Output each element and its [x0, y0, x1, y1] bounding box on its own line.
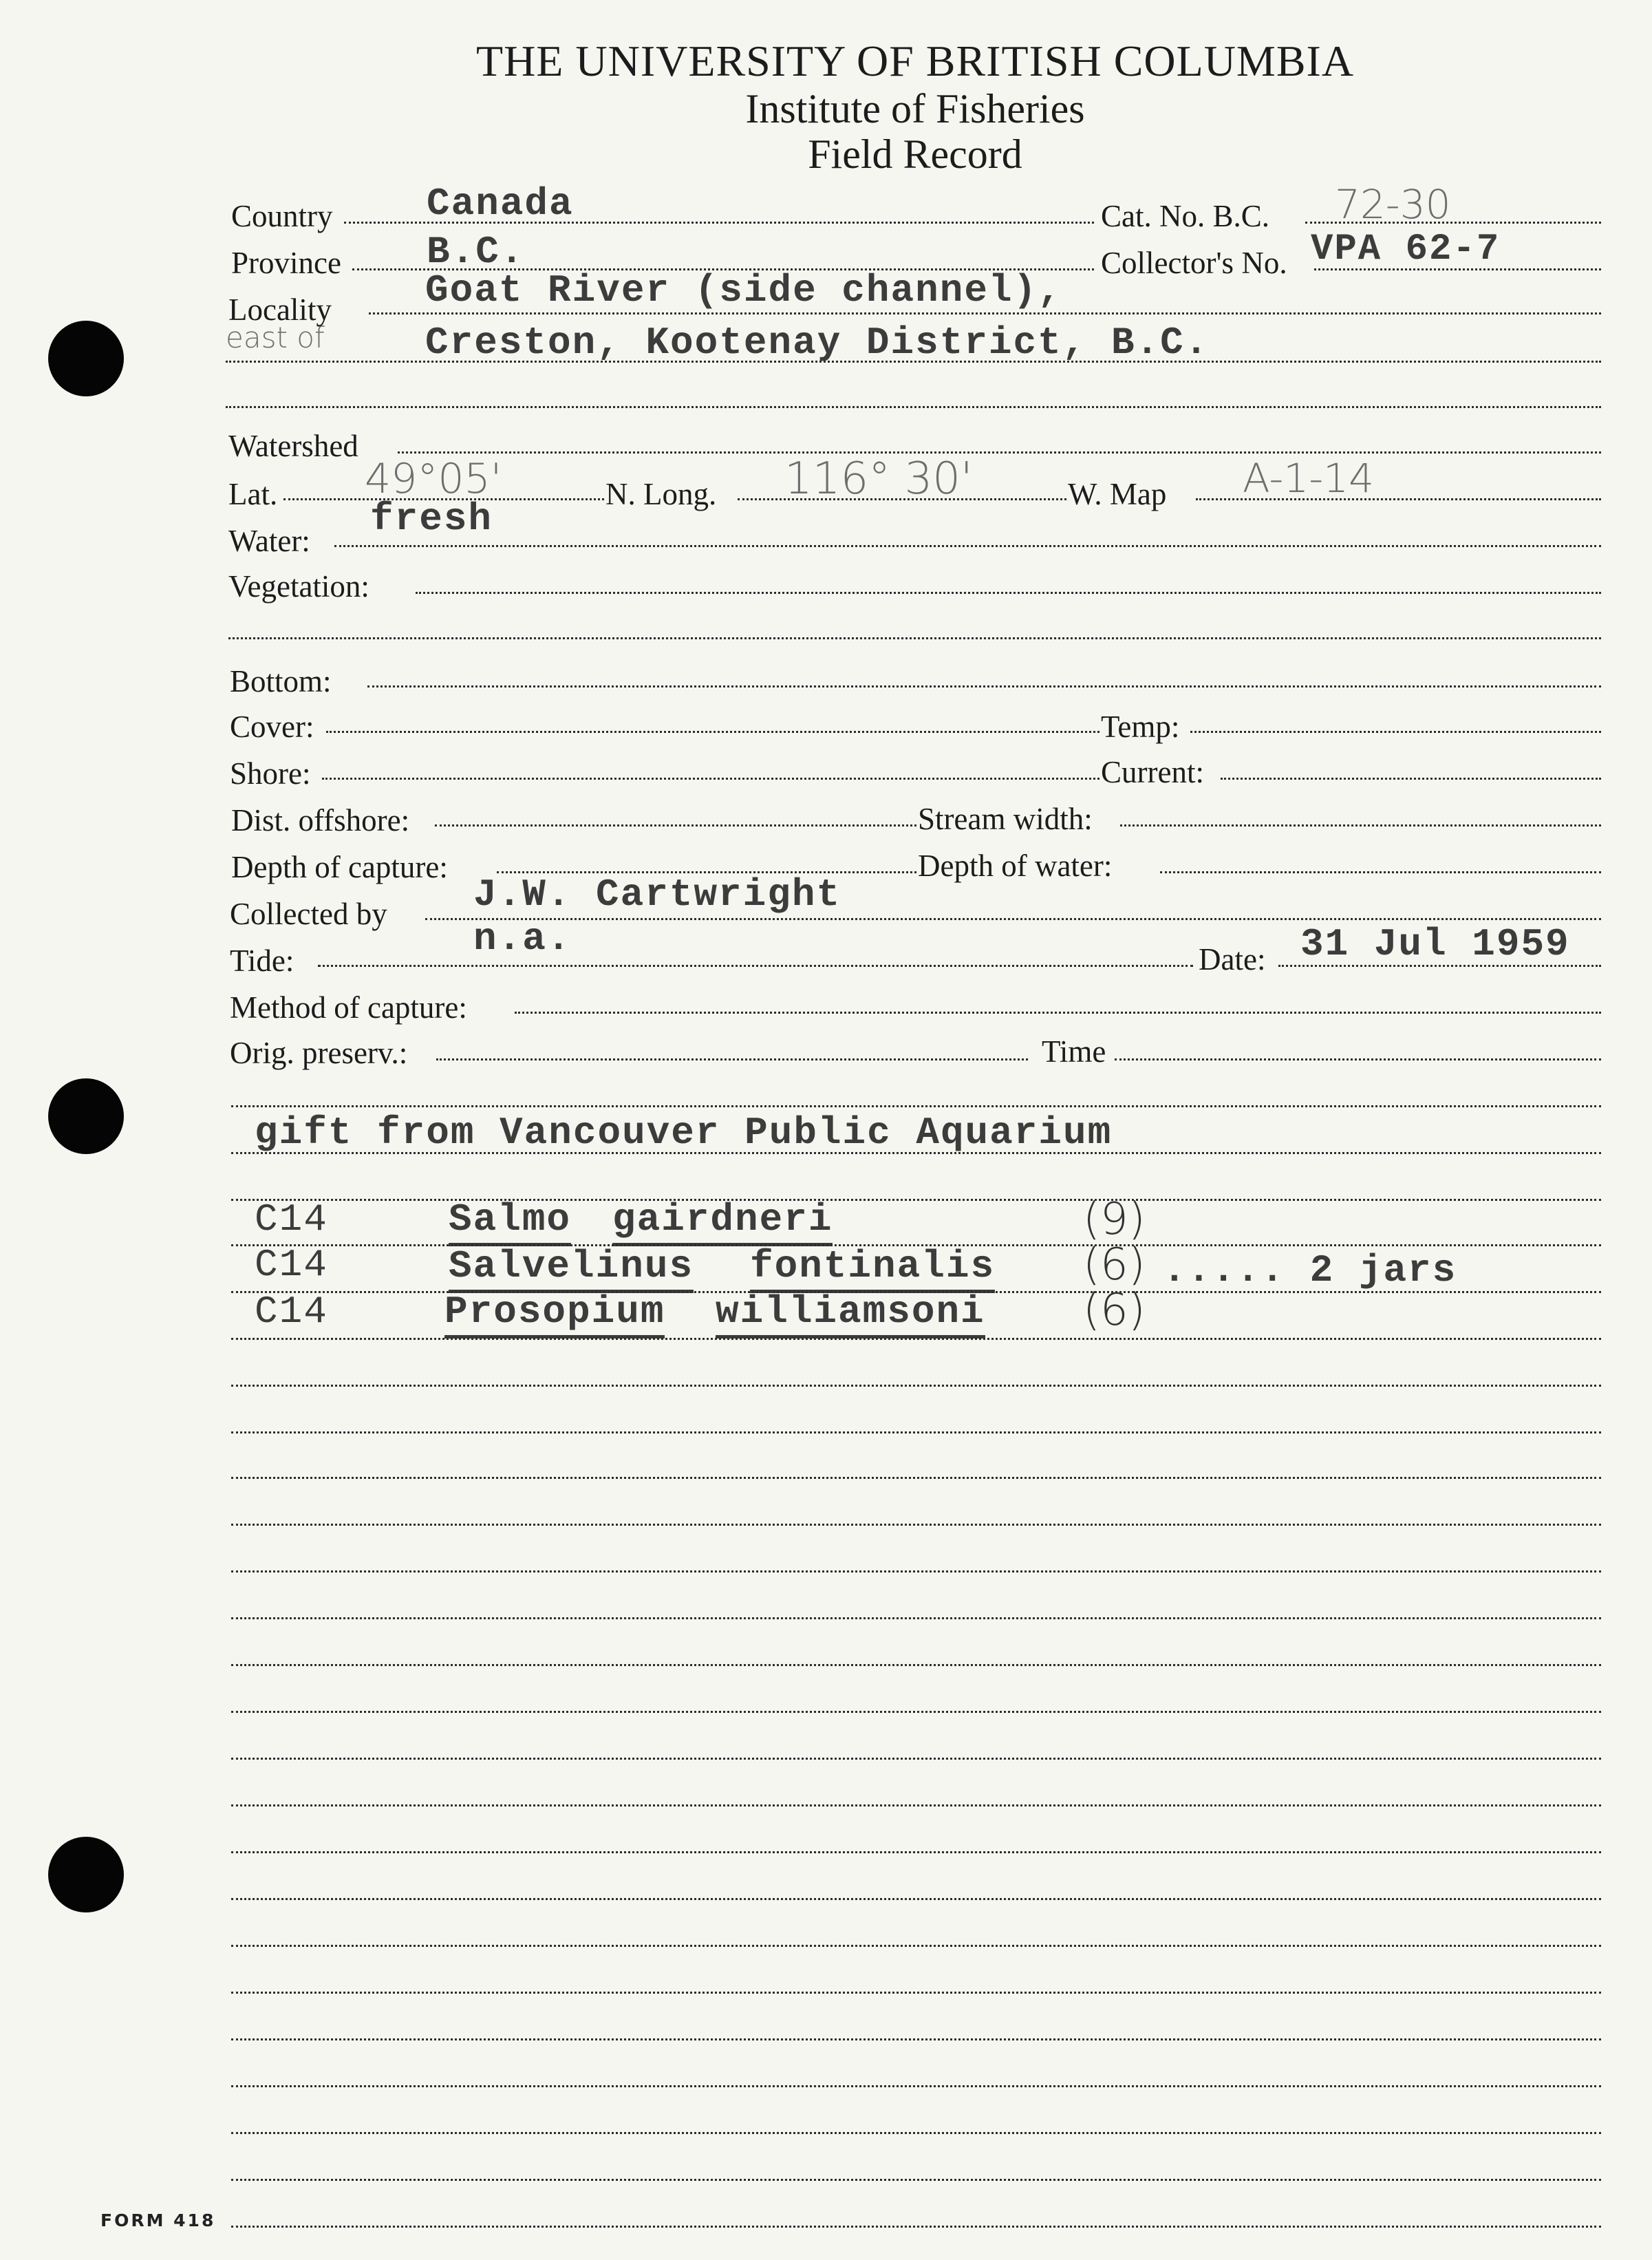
notes-line: [231, 1617, 1601, 1619]
cover-label: Cover:: [230, 710, 314, 744]
punch-hole: [48, 321, 124, 396]
specimen-genus: Prosopium: [444, 1292, 665, 1331]
blank-line: [228, 637, 1601, 639]
notes-line: [231, 2132, 1601, 2134]
country-value: Canada: [427, 182, 574, 226]
locality-line-1: [369, 312, 1601, 315]
notes-line: [231, 2038, 1601, 2040]
specimen-species: williamsoni: [716, 1292, 985, 1331]
notes-line: [231, 1152, 1601, 1154]
stream-width-line: [1120, 824, 1601, 827]
notes-line: [231, 1105, 1601, 1107]
vegetation-label: Vegetation:: [228, 569, 369, 604]
locality-value-line2: Creston, Kootenay District, B.C.: [425, 321, 1210, 365]
notes-line: [231, 1992, 1601, 1994]
notes-line: [231, 1524, 1601, 1526]
notes-line: [231, 2226, 1601, 2228]
water-line: [334, 545, 1601, 547]
punch-hole: [48, 1078, 124, 1154]
form-title: Field Record: [808, 131, 1022, 177]
method-of-capture-line: [515, 1012, 1601, 1014]
specimen-count: (6): [1083, 1285, 1146, 1336]
locality-prefix: east of: [226, 321, 325, 354]
long-label: N. Long.: [605, 477, 717, 511]
notes-line: [231, 1385, 1601, 1387]
vegetation-line: [416, 592, 1601, 594]
institution-title: THE UNIVERSITY OF BRITISH COLUMBIA: [475, 36, 1355, 85]
dist-offshore-label: Dist. offshore:: [231, 803, 410, 838]
collected-by-label: Collected by: [230, 897, 387, 931]
depth-of-capture-label: Depth of capture:: [231, 850, 448, 884]
watershed-line: [398, 451, 1601, 454]
time-line: [1115, 1058, 1601, 1060]
date-label: Date:: [1199, 942, 1266, 977]
locality-label: Locality: [228, 292, 332, 327]
specimen-species: gairdneri: [612, 1200, 833, 1239]
date-value: 31 Jul 1959: [1300, 922, 1570, 966]
map-value: A-1-14: [1243, 455, 1374, 502]
long-value: 116° 30': [784, 454, 973, 504]
notes-line: [231, 1664, 1601, 1666]
water-label: Water:: [228, 524, 310, 558]
specimen-species: fontinalis: [750, 1247, 995, 1286]
orig-preserv-label: Orig. preserv.:: [230, 1036, 408, 1070]
country-label: Country: [231, 199, 333, 233]
form-number: FORM 418: [100, 2210, 216, 2230]
notes-line: [231, 2179, 1601, 2181]
dist-offshore-line: [435, 824, 916, 827]
notes-line: [231, 1338, 1601, 1340]
notes-line: [231, 2085, 1601, 2087]
specimen-code: C14: [255, 1243, 328, 1287]
current-line: [1221, 778, 1601, 780]
map-label: W. Map: [1068, 477, 1167, 511]
watershed-label: Watershed: [228, 429, 358, 463]
specimen-genus: Salmo: [449, 1200, 571, 1239]
cat-no-label: Cat. No. B.C.: [1101, 199, 1270, 233]
cover-line: [326, 731, 1099, 733]
specimen-count: (6): [1083, 1239, 1146, 1290]
collectors-no-label: Collector's No.: [1101, 246, 1287, 280]
specimen-code: C14: [255, 1290, 328, 1334]
current-label: Current:: [1101, 755, 1204, 789]
notes-line: [231, 1477, 1601, 1479]
orig-preserv-line: [436, 1058, 1028, 1060]
notes-line: [231, 1431, 1601, 1433]
specimen-count: (9): [1083, 1194, 1146, 1245]
notes-line: [231, 1804, 1601, 1806]
collected-by-line: [425, 918, 1601, 920]
collected-by-value: J.W. Cartwright: [473, 873, 841, 917]
specimen-genus: Salvelinus: [449, 1247, 694, 1286]
province-label: Province: [231, 246, 341, 280]
tide-label: Tide:: [230, 944, 294, 978]
blank-line: [226, 406, 1601, 408]
temp-label: Temp:: [1101, 710, 1180, 744]
shore-line: [322, 778, 1099, 780]
depth-of-water-label: Depth of water:: [918, 849, 1113, 883]
depth-of-water-line: [1160, 871, 1601, 873]
stream-width-label: Stream width:: [918, 802, 1093, 836]
bottom-label: Bottom:: [230, 664, 332, 699]
method-of-capture-label: Method of capture:: [230, 990, 467, 1025]
notes-line: [231, 1711, 1601, 1713]
locality-value-line1: Goat River (side channel),: [425, 268, 1062, 312]
water-value: fresh: [370, 497, 493, 541]
bottom-line: [367, 685, 1601, 687]
lat-label: Lat.: [228, 477, 278, 511]
collectors-no-value: VPA 62-7: [1311, 228, 1501, 270]
tide-value: n.a.: [473, 917, 572, 961]
cat-no-value: 72-30: [1335, 181, 1451, 228]
department-title: Institute of Fisheries: [745, 86, 1085, 131]
temp-line: [1190, 731, 1601, 733]
tide-line: [318, 965, 1193, 967]
notes-source: gift from Vancouver Public Aquarium: [255, 1111, 1113, 1155]
province-value: B.C.: [427, 230, 525, 274]
notes-line: [231, 1570, 1601, 1573]
notes-line: [231, 1851, 1601, 1853]
specimen-code: C14: [255, 1197, 328, 1241]
specimen-extra: ..... 2 jars: [1163, 1248, 1457, 1292]
lat-value: 49°05': [365, 455, 502, 503]
notes-line: [231, 1898, 1601, 1900]
notes-line: [231, 1945, 1601, 1947]
punch-hole: [48, 1837, 124, 1912]
shore-label: Shore:: [230, 756, 311, 791]
notes-line: [231, 1758, 1601, 1760]
time-label: Time: [1042, 1034, 1106, 1069]
notes-line: [231, 1199, 1601, 1201]
